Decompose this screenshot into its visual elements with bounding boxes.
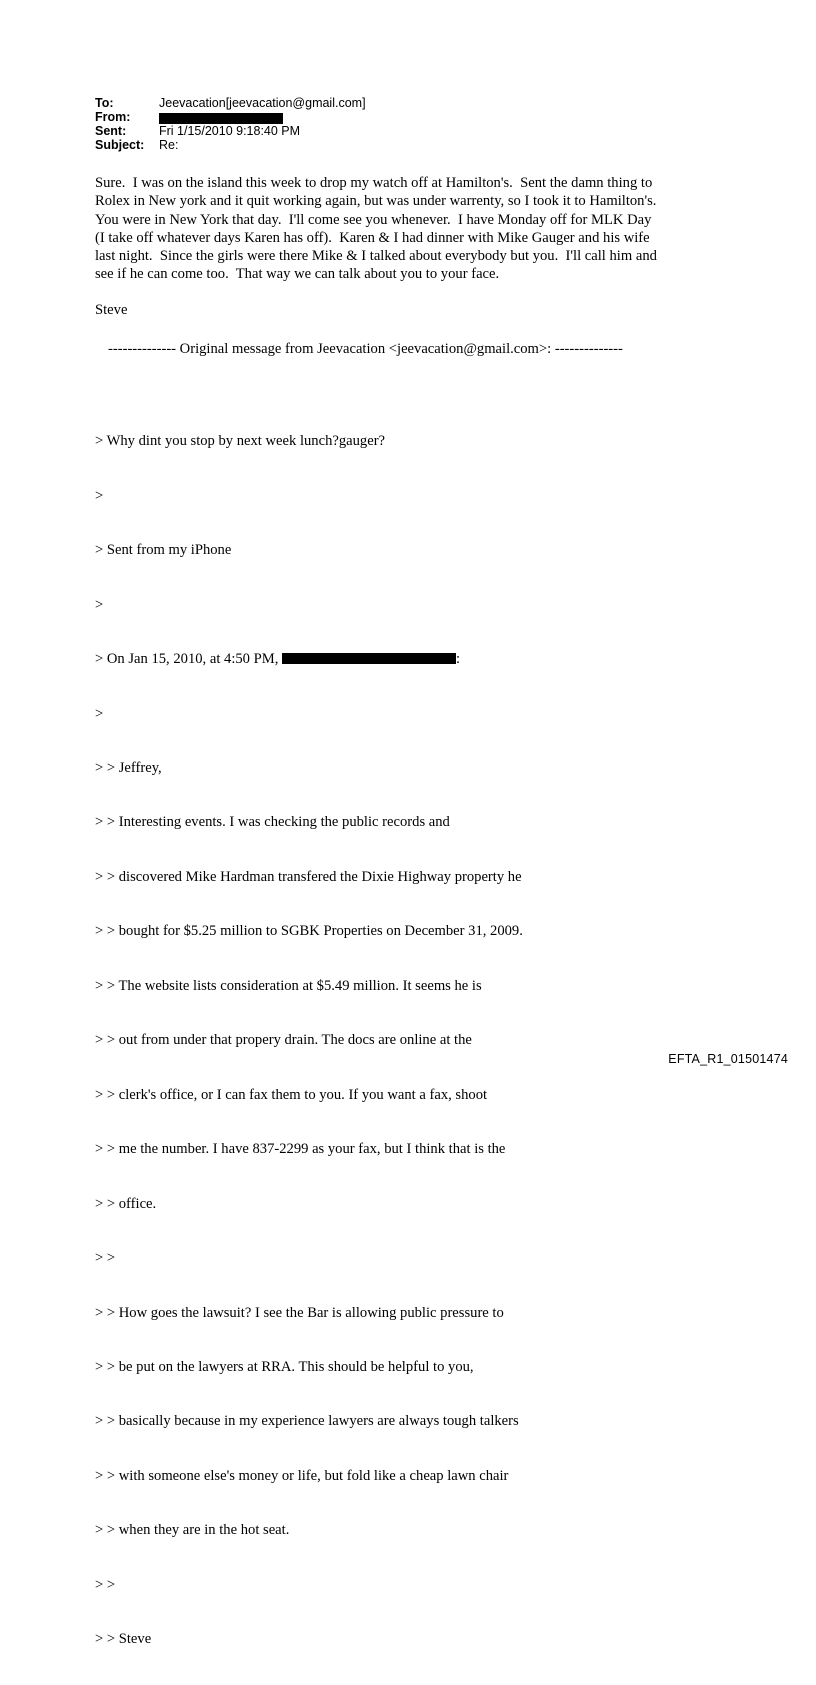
quoted-line-colon: :	[456, 651, 461, 668]
quoted-line: > > clerk's office, or I can fax them to you. If you want a fax, shoot	[95, 1086, 488, 1103]
quoted-line: > > be put on the lawyers at RRA. This should be helpful to you,	[95, 1359, 474, 1376]
quoted-line: > > when they are in the hot seat.	[95, 1522, 290, 1539]
quoted-line: >	[95, 705, 104, 722]
quoted-message	[95, 396, 523, 1685]
redaction-bar-sender	[282, 653, 456, 664]
email-header-block	[95, 96, 366, 152]
quoted-line: > Why dint you stop by next week lunch?gauger?	[95, 433, 386, 450]
email-signoff: Steve	[95, 302, 128, 318]
quoted-line: > >	[95, 1250, 116, 1267]
header-to-row	[95, 96, 366, 110]
header-to-value: Jeevacation[jeevacation@gmail.com]	[159, 96, 366, 110]
body-line: Rolex in New york and it quit working again, but was under warrenty, so I took it to Hamilton's.	[95, 193, 657, 210]
quoted-line: > >	[95, 1576, 116, 1593]
header-from-value	[159, 110, 283, 124]
quoted-line: > > out from under that propery drain. The docs are online at the	[95, 1032, 472, 1049]
email-body	[95, 174, 720, 284]
quoted-line: > > bought for $5.25 million to SGBK Properties on December 31, 2009.	[95, 923, 523, 940]
original-message-separator: -------------- Original message from Jeevacation <jeevacation@gmail.com>: --------------	[108, 341, 623, 357]
body-line: last night. Since the girls were there Mike & I talked about everybody but you. I'll call him and	[95, 248, 657, 265]
header-from-row	[95, 110, 366, 124]
quoted-line: >	[95, 596, 104, 613]
header-sent-row	[95, 124, 366, 138]
header-to-label: To:	[95, 96, 114, 110]
header-sent-value: Fri 1/15/2010 9:18:40 PM	[159, 124, 301, 138]
quoted-line: > > discovered Mike Hardman transfered the Dixie Highway property he	[95, 868, 522, 885]
body-line: You were in New York that day. I'll come see you whenever. I have Monday off for MLK Day	[95, 211, 652, 228]
redaction-bar-from	[159, 113, 283, 124]
document-id-stamp: EFTA_R1_01501474	[668, 1052, 788, 1066]
quoted-line-with-redaction	[95, 650, 523, 668]
quoted-line: > > basically because in my experience lawyers are always tough talkers	[95, 1413, 519, 1430]
quoted-line: > Sent from my iPhone	[95, 542, 232, 559]
header-from-label: From:	[95, 110, 131, 124]
quoted-line: > > Jeffrey,	[95, 760, 162, 777]
quoted-line: > > Interesting events. I was checking the public records and	[95, 814, 450, 831]
quoted-line: > > How goes the lawsuit? I see the Bar is allowing public pressure to	[95, 1304, 504, 1321]
body-line: see if he can come too. That way we can talk about you to your face.	[95, 266, 500, 283]
header-sent-label: Sent:	[95, 124, 127, 138]
header-subject-row	[95, 138, 366, 152]
quoted-line: > > Steve	[95, 1631, 152, 1648]
quoted-line: > > me the number. I have 837-2299 as your fax, but I think that is the	[95, 1141, 506, 1158]
quoted-line: > > with someone else's money or life, but fold like a cheap lawn chair	[95, 1467, 509, 1484]
quoted-line-prefix: > On Jan 15, 2010, at 4:50 PM,	[95, 651, 279, 668]
body-line: Sure. I was on the island this week to drop my watch off at Hamilton's. Sent the damn thing to	[95, 175, 653, 191]
quoted-line: > > office.	[95, 1195, 157, 1212]
quoted-line: >	[95, 487, 104, 504]
body-line: (I take off whatever days Karen has off). Karen & I had dinner with Mike Gauger and his wife	[95, 229, 650, 246]
header-subject-value: Re:	[159, 138, 179, 152]
header-subject-label: Subject:	[95, 138, 145, 152]
quoted-line: > > The website lists consideration at $5.49 million. It seems he is	[95, 977, 482, 994]
